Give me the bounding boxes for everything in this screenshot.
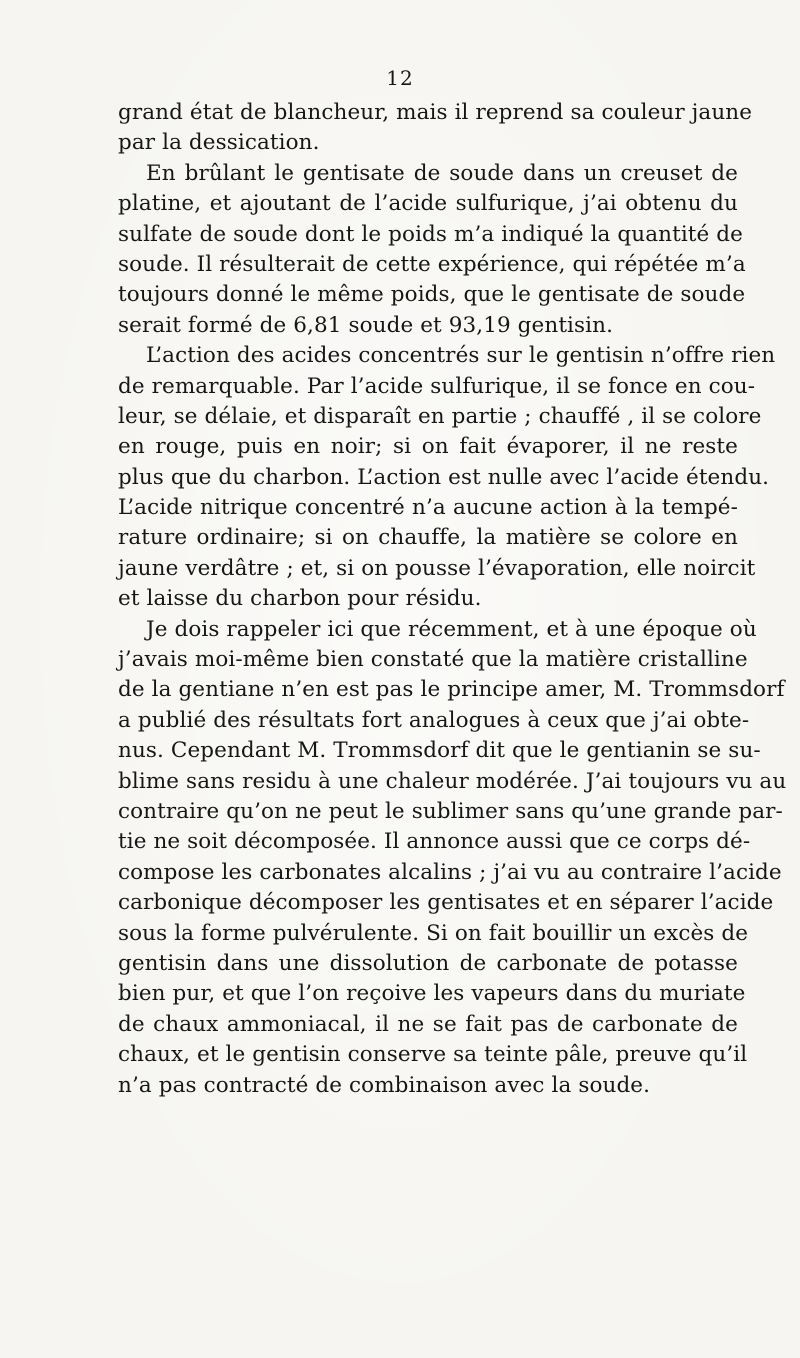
- text-line: a publié des résultats fort analogues à ceux que j’ai obte-: [118, 707, 750, 733]
- text-line: de remarquable. Par l’acide sulfurique, il se fonce en cou-: [118, 373, 756, 399]
- text-line: soude. Il résulterait de cette expérience, qui répétée m’a: [118, 251, 746, 277]
- text-line: gentisin dans une dissolution de carbonate de potasse: [118, 950, 738, 976]
- text-line: bien pur, et que l’on reçoive les vapeurs dans du muriate: [118, 981, 746, 1007]
- text-line: j’avais moi-même bien constaté que la matière cristalline: [118, 647, 748, 673]
- text-line: carbonique décomposer les gentisates et en séparer l’acide: [118, 890, 774, 916]
- text-line: chaux, et le gentisin conserve sa teinte pâle, preuve qu’il: [118, 1042, 748, 1068]
- page-number: 12: [386, 66, 414, 90]
- text-line: rature ordinaire; si on chauffe, la matière se colore en: [118, 525, 738, 551]
- text-line: blime sans residu à une chaleur modérée. J’ai toujours vu au: [118, 768, 787, 794]
- text-line: toujours donné le même poids, que le gentisate de soude: [118, 282, 746, 308]
- body-text: [118, 98, 787, 1101]
- text-line: leur, se délaie, et disparaît en partie ; chauffé , il se colore: [118, 403, 762, 429]
- text-line: tie ne soit décomposée. Il annonce aussi que ce corps dé-: [118, 829, 751, 855]
- text-line: serait formé de 6,81 soude et 93,19 gentisin.: [118, 312, 614, 338]
- text-line: par la dessication.: [118, 130, 320, 156]
- text-line: sous la forme pulvérulente. Si on fait bouillir un excès de: [118, 920, 749, 946]
- text-line: jaune verdâtre ; et, si on pousse l’évaporation, elle noircit: [118, 555, 756, 581]
- text-line: sulfate de soude dont le poids m’a indiqué la quantité de: [118, 221, 743, 247]
- text-line: contraire qu’on ne peut le sublimer sans qu’une grande par-: [118, 798, 783, 824]
- text-line: de chaux ammoniacal, il ne se fait pas de carbonate de: [118, 1011, 738, 1037]
- text-line: nus. Cependant M. Trommsdorf dit que le gentianin se su-: [118, 738, 761, 764]
- text-line: et laisse du charbon pour résidu.: [118, 586, 482, 612]
- text-line: Je dois rappeler ici que récemment, et à une époque où: [146, 616, 757, 642]
- text-line: L’action des acides concentrés sur le gentisin n’offre rien: [146, 343, 776, 369]
- text-line: plus que du charbon. L’action est nulle avec l’acide étendu.: [118, 464, 770, 490]
- text-line: en rouge, puis en noir; si on fait évaporer, il ne reste: [118, 434, 738, 460]
- text-line: L’acide nitrique concentré n’a aucune action à la tempé-: [118, 495, 738, 521]
- text-line: platine, et ajoutant de l’acide sulfurique, j’ai obtenu du: [118, 191, 738, 217]
- text-line: de la gentiane n’en est pas le principe amer, M. Trommsdorf: [118, 677, 785, 703]
- text-line: n’a pas contracté de combinaison avec la soude.: [118, 1072, 651, 1098]
- text-line: En brûlant le gentisate de soude dans un creuset de: [146, 160, 738, 186]
- text-line: grand état de blancheur, mais il reprend sa couleur jaune: [118, 100, 753, 125]
- text-line: compose les carbonates alcalins ; j’ai vu au contraire l’acide: [118, 859, 782, 885]
